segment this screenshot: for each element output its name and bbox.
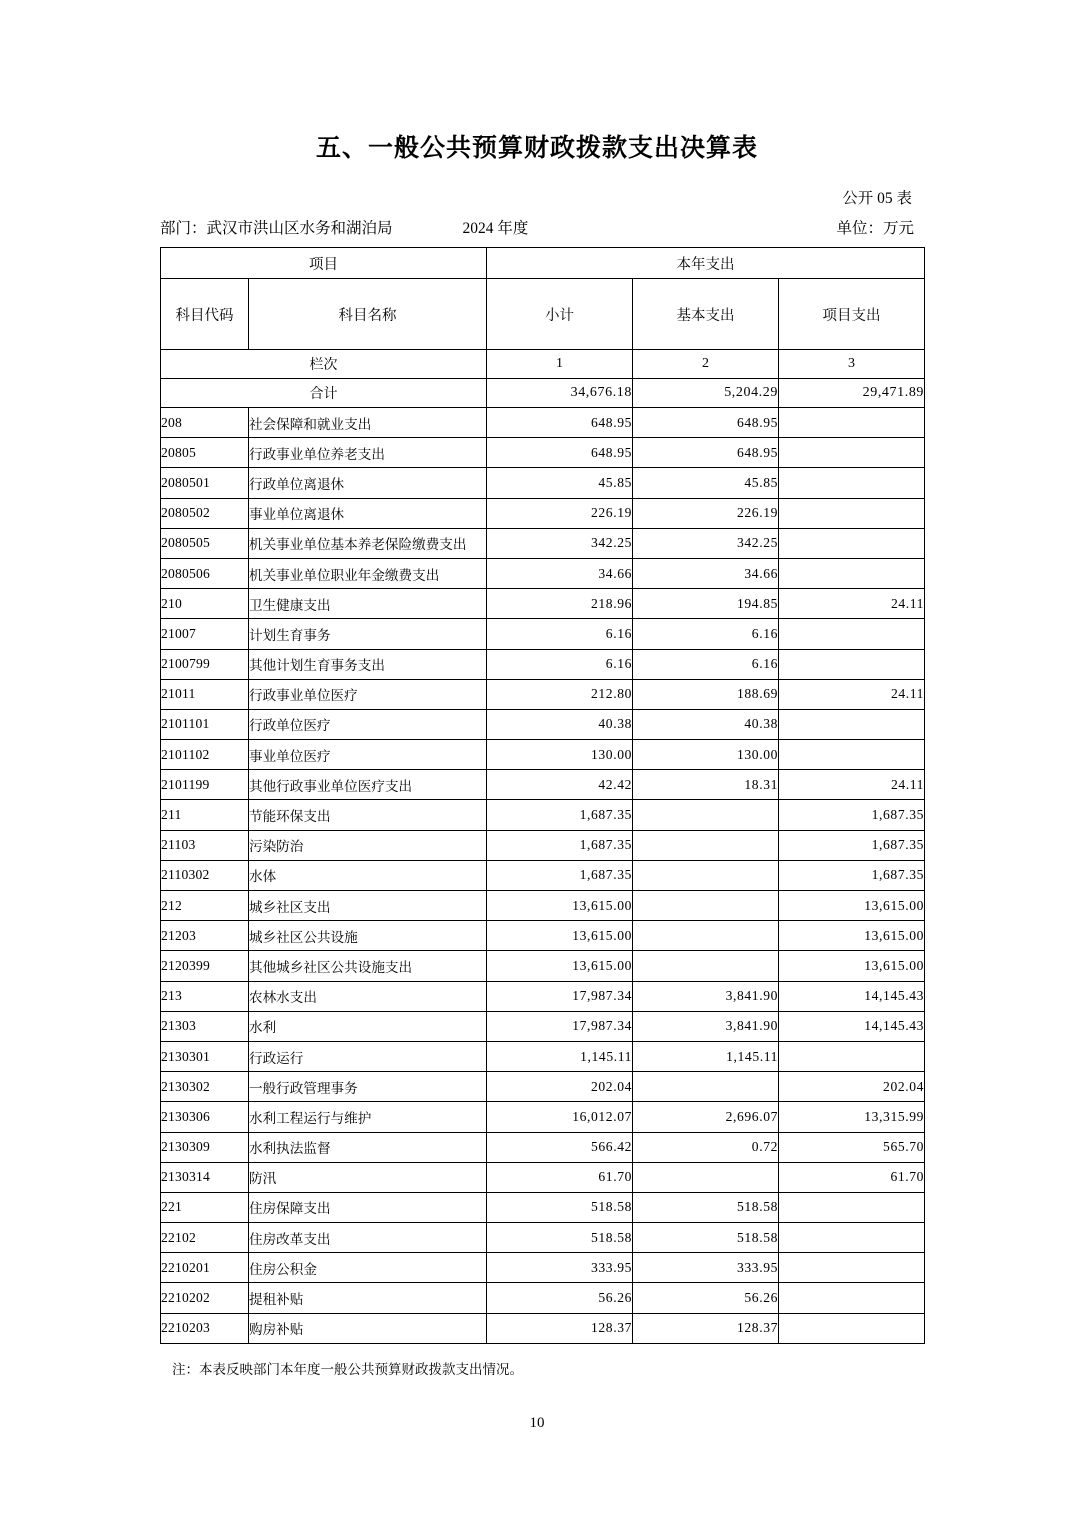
cell-value-2: 130.00 [633,740,779,770]
cell-code: 212 [161,891,249,921]
cell-value-1: 56.26 [487,1283,633,1313]
cell-value-1: 1,687.35 [487,860,633,890]
cell-value-3: 565.70 [779,1132,925,1162]
header-col-2: 2 [633,350,779,379]
page-title: 五、一般公共预算财政拨款支出决算表 [315,134,758,162]
total-label: 合计 [161,379,487,408]
cell-value-1: 13,615.00 [487,951,633,981]
cell-value-1: 16,012.07 [487,1102,633,1132]
cell-name: 事业单位医疗 [249,740,487,770]
table-row [161,1223,925,1253]
cell-code: 2080502 [161,498,249,528]
cell-name: 其他行政事业单位医疗支出 [249,770,487,800]
cell-name: 计划生育事务 [249,619,487,649]
cell-value-3 [779,408,925,438]
table-row [161,1041,925,1071]
cell-value-2: 648.95 [633,438,779,468]
table-row [161,860,925,890]
cell-code: 21203 [161,921,249,951]
cell-value-1: 17,987.34 [487,981,633,1011]
cell-value-1: 13,615.00 [487,891,633,921]
cell-value-1: 518.58 [487,1192,633,1222]
header-group-row [161,248,925,279]
table-header [161,248,925,379]
cell-value-2: 648.95 [633,408,779,438]
cell-code: 2130306 [161,1102,249,1132]
header-group-item: 项目 [161,248,487,279]
table-row [161,408,925,438]
cell-value-3 [779,1313,925,1343]
cell-code: 20805 [161,438,249,468]
table-row [161,619,925,649]
table-row [161,800,925,830]
table-row [161,468,925,498]
cell-value-1: 1,687.35 [487,830,633,860]
table-row [161,1132,925,1162]
cell-code: 2130314 [161,1162,249,1192]
cell-name: 农林水支出 [249,981,487,1011]
cell-value-1: 6.16 [487,649,633,679]
cell-code: 21011 [161,679,249,709]
cell-code: 2210203 [161,1313,249,1343]
table-row [161,589,925,619]
cell-value-3: 13,615.00 [779,891,925,921]
table-row [161,891,925,921]
cell-value-3: 24.11 [779,589,925,619]
cell-name: 行政单位医疗 [249,709,487,739]
cell-value-2: 1,145.11 [633,1041,779,1071]
table-row [161,1253,925,1283]
cell-value-3 [779,438,925,468]
department-label: 部门：武汉市洪山区水务和湖泊局 [160,220,393,237]
cell-value-1: 566.42 [487,1132,633,1162]
cell-value-1: 61.70 [487,1162,633,1192]
header-subtotal: 小计 [487,279,633,350]
table-row [161,1192,925,1222]
cell-value-1: 333.95 [487,1253,633,1283]
cell-value-2: 128.37 [633,1313,779,1343]
budget-expenditure-table [160,247,925,1344]
cell-value-1: 342.25 [487,528,633,558]
cell-value-2: 194.85 [633,589,779,619]
cell-value-1: 202.04 [487,1072,633,1102]
cell-name: 其他城乡社区公共设施支出 [249,951,487,981]
cell-name: 行政运行 [249,1041,487,1071]
cell-value-2: 0.72 [633,1132,779,1162]
cell-value-2 [633,860,779,890]
cell-value-3: 14,145.43 [779,981,925,1011]
header-project: 项目支出 [779,279,925,350]
total-basic: 5,204.29 [633,379,779,408]
unit-label: 单位：万元 [836,220,914,237]
cell-name: 社会保障和就业支出 [249,408,487,438]
cell-value-3: 13,315.99 [779,1102,925,1132]
cell-code: 2100799 [161,649,249,679]
table-total-body [161,379,925,408]
cell-value-3 [779,1283,925,1313]
table-row [161,558,925,588]
cell-value-3 [779,528,925,558]
cell-name: 事业单位离退休 [249,498,487,528]
table-row [161,709,925,739]
cell-value-1: 518.58 [487,1223,633,1253]
table-row [161,981,925,1011]
cell-value-1: 1,145.11 [487,1041,633,1071]
year-label: 2024 年度 [462,220,529,237]
cell-value-2: 34.66 [633,558,779,588]
total-subtotal: 34,676.18 [487,379,633,408]
cell-name: 城乡社区公共设施 [249,921,487,951]
table-body [161,408,925,1344]
cell-name: 水体 [249,860,487,890]
cell-value-3: 1,687.35 [779,860,925,890]
cell-name: 水利 [249,1011,487,1041]
cell-value-3: 13,615.00 [779,921,925,951]
cell-value-2: 6.16 [633,619,779,649]
cell-value-2 [633,830,779,860]
cell-value-2 [633,800,779,830]
cell-code: 21303 [161,1011,249,1041]
cell-value-2 [633,1072,779,1102]
sheet-number: 公开 05 表 [842,190,912,207]
table-row [161,830,925,860]
table-row [161,1011,925,1041]
cell-value-3: 13,615.00 [779,951,925,981]
cell-value-3 [779,468,925,498]
cell-value-1: 40.38 [487,709,633,739]
cell-value-1: 6.16 [487,619,633,649]
cell-code: 2080505 [161,528,249,558]
cell-value-3 [779,498,925,528]
header-basic: 基本支出 [633,279,779,350]
table-row [161,649,925,679]
cell-value-1: 42.42 [487,770,633,800]
header-col-label: 栏次 [161,350,487,379]
header-code: 科目代码 [161,279,249,350]
table-row [161,679,925,709]
cell-code: 2130302 [161,1072,249,1102]
cell-name: 提租补贴 [249,1283,487,1313]
table-row [161,770,925,800]
cell-name: 机关事业单位职业年金缴费支出 [249,558,487,588]
cell-name: 水利工程运行与维护 [249,1102,487,1132]
cell-value-1: 226.19 [487,498,633,528]
header-col-1: 1 [487,350,633,379]
header-col-3: 3 [779,350,925,379]
cell-name: 节能环保支出 [249,800,487,830]
cell-name: 机关事业单位基本养老保险缴费支出 [249,528,487,558]
cell-name: 购房补贴 [249,1313,487,1343]
cell-value-1: 128.37 [487,1313,633,1343]
cell-value-2: 188.69 [633,679,779,709]
cell-value-2: 45.85 [633,468,779,498]
cell-code: 2101101 [161,709,249,739]
header-name: 科目名称 [249,279,487,350]
cell-name: 住房公积金 [249,1253,487,1283]
table-row [161,498,925,528]
table-note: 注：本表反映部门本年度一般公共预算财政拨款支出情况。 [172,1361,523,1377]
cell-value-2: 3,841.90 [633,1011,779,1041]
cell-value-1: 45.85 [487,468,633,498]
cell-value-3: 61.70 [779,1162,925,1192]
cell-value-1: 13,615.00 [487,921,633,951]
table-row [161,438,925,468]
cell-code: 211 [161,800,249,830]
table-row [161,740,925,770]
cell-value-3: 1,687.35 [779,800,925,830]
cell-value-1: 648.95 [487,408,633,438]
cell-code: 208 [161,408,249,438]
meta-row [160,216,914,238]
cell-value-2 [633,921,779,951]
cell-value-1: 34.66 [487,558,633,588]
cell-code: 2130309 [161,1132,249,1162]
cell-value-3: 24.11 [779,770,925,800]
table-row [161,528,925,558]
cell-value-1: 1,687.35 [487,800,633,830]
cell-code: 2110302 [161,860,249,890]
cell-code: 2080501 [161,468,249,498]
cell-code: 2101102 [161,740,249,770]
cell-value-2: 226.19 [633,498,779,528]
cell-value-1: 17,987.34 [487,1011,633,1041]
cell-value-1: 212.80 [487,679,633,709]
cell-name: 行政事业单位养老支出 [249,438,487,468]
cell-code: 2080506 [161,558,249,588]
cell-value-3: 14,145.43 [779,1011,925,1041]
cell-value-2: 518.58 [633,1192,779,1222]
table-row [161,1102,925,1132]
cell-code: 2101199 [161,770,249,800]
cell-value-2: 18.31 [633,770,779,800]
cell-value-2: 3,841.90 [633,981,779,1011]
cell-name: 住房改革支出 [249,1223,487,1253]
cell-code: 22102 [161,1223,249,1253]
cell-value-2 [633,891,779,921]
cell-value-3 [779,649,925,679]
total-row [161,379,925,408]
cell-value-2 [633,951,779,981]
cell-code: 221 [161,1192,249,1222]
cell-name: 行政单位离退休 [249,468,487,498]
cell-name: 其他计划生育事务支出 [249,649,487,679]
cell-code: 210 [161,589,249,619]
cell-name: 防汛 [249,1162,487,1192]
cell-name: 行政事业单位医疗 [249,679,487,709]
cell-code: 2120399 [161,951,249,981]
cell-name: 住房保障支出 [249,1192,487,1222]
cell-value-2: 40.38 [633,709,779,739]
cell-value-2: 333.95 [633,1253,779,1283]
cell-name: 卫生健康支出 [249,589,487,619]
header-columns-row [161,279,925,350]
table-row [161,1283,925,1313]
cell-value-3 [779,709,925,739]
cell-value-3: 24.11 [779,679,925,709]
table-row [161,921,925,951]
cell-value-2: 56.26 [633,1283,779,1313]
page-number: 10 [529,1415,545,1431]
table-row [161,1162,925,1192]
cell-value-3 [779,1253,925,1283]
cell-name: 城乡社区支出 [249,891,487,921]
cell-value-3 [779,1041,925,1071]
cell-code: 213 [161,981,249,1011]
table-row [161,951,925,981]
cell-name: 一般行政管理事务 [249,1072,487,1102]
cell-value-3: 202.04 [779,1072,925,1102]
table-row [161,1313,925,1343]
cell-value-2: 2,696.07 [633,1102,779,1132]
cell-value-1: 648.95 [487,438,633,468]
cell-code: 2210201 [161,1253,249,1283]
cell-value-3: 1,687.35 [779,830,925,860]
cell-value-2: 518.58 [633,1223,779,1253]
cell-code: 2210202 [161,1283,249,1313]
header-column-index-row [161,350,925,379]
cell-value-3 [779,558,925,588]
cell-value-2: 6.16 [633,649,779,679]
cell-value-3 [779,1192,925,1222]
cell-value-3 [779,740,925,770]
cell-value-3 [779,1223,925,1253]
cell-value-2 [633,1162,779,1192]
total-project: 29,471.89 [779,379,925,408]
cell-code: 21007 [161,619,249,649]
cell-value-1: 130.00 [487,740,633,770]
table-row [161,1072,925,1102]
header-group-current-year: 本年支出 [487,248,925,279]
cell-value-1: 218.96 [487,589,633,619]
cell-code: 2130301 [161,1041,249,1071]
cell-value-3 [779,619,925,649]
cell-name: 污染防治 [249,830,487,860]
cell-value-2: 342.25 [633,528,779,558]
cell-code: 21103 [161,830,249,860]
cell-name: 水利执法监督 [249,1132,487,1162]
